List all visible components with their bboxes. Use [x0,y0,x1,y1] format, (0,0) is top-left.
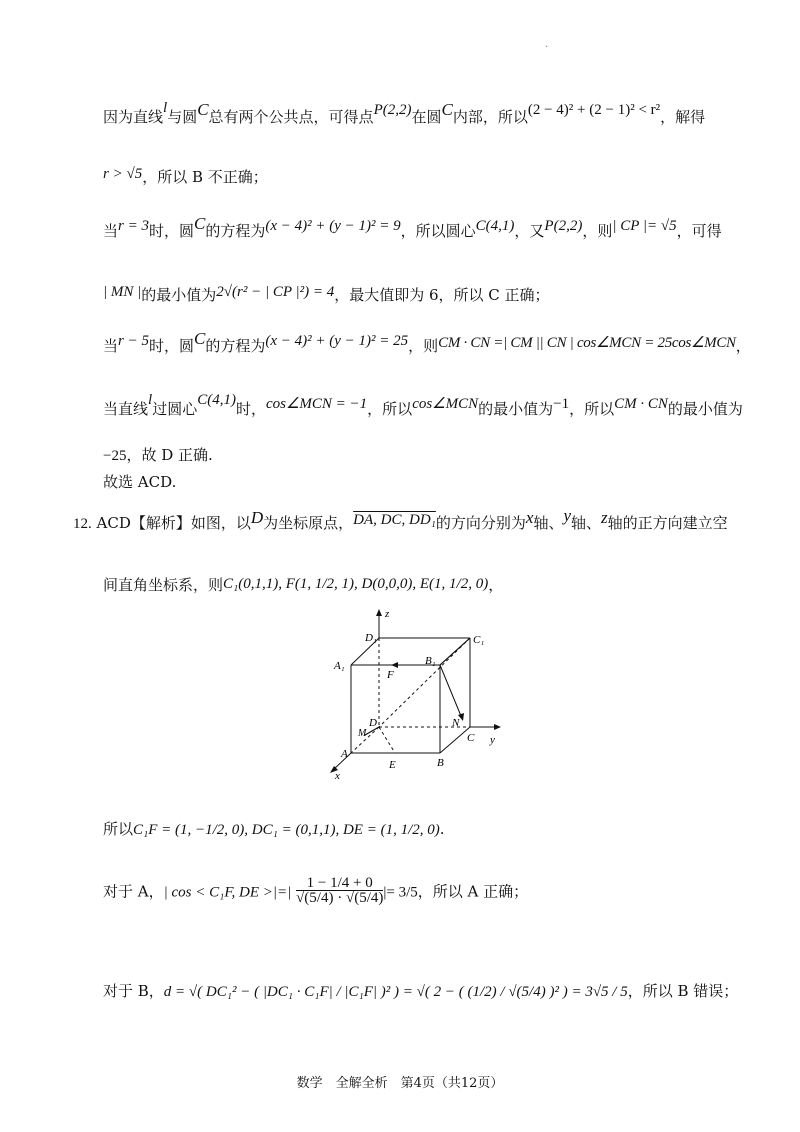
text: 时， [235,400,266,418]
math-inequality: r > √5 [103,166,143,182]
question-number: 12. [73,516,92,532]
paragraph-line-2 [103,166,800,187]
fraction [296,876,383,905]
math-eq: CM · CN =| CM || CN | cos∠MCN = 25cos∠MCN [438,335,736,351]
math-eq: (x − 4)² + (y − 1)² = 9 [265,218,401,234]
math-point: C(4,1) [197,392,236,408]
text: ，则 [408,337,439,355]
text: 总有两个公共点，可得点 [208,108,374,126]
label-x: x [335,770,340,782]
text: ，所以 [367,400,413,418]
math-vectors: C₁F = (1, −1/2, 0), DC₁ = (0,1,1), DE = (1, 1/2, 0) [133,822,440,838]
text: 的方向分别为 [435,514,526,532]
text: 时，圆 [148,222,194,240]
text: 时，圆 [148,337,194,355]
text: ACD【解析】如图，以 [96,514,251,532]
paragraph-line-9 [73,506,800,533]
text: ，又 [514,222,545,240]
text: ， [735,337,751,355]
math-eq: (x − 4)² + (y − 1)² = 25 [265,333,409,349]
math-var: C [197,100,209,119]
text: 故选 ACD. [103,473,177,491]
math-var: x [525,508,534,527]
text: ，所以 A 正确； [417,882,529,901]
math-var: l [163,100,168,116]
page-mark: · [545,42,549,53]
text: ，所以圆心 [400,222,476,240]
text: ，可得 [676,222,722,240]
text: 的方程为 [205,337,266,355]
text: 间直角坐标系，则 [103,576,224,594]
paragraph-line-3 [103,214,800,241]
math-points: C₁(0,1,1), F(1, 1/2, 1), D(0,0,0), E(1, 1/2, 0) [223,576,489,592]
edge-bc [440,727,470,753]
math-expr: CM · CN [614,396,668,412]
math-var: C [441,100,453,119]
math-eq: | CP |= √5 [612,218,677,234]
text: . [439,820,445,838]
label-n: N [452,717,460,729]
z-arrow [376,609,382,616]
text: 过圆心 [152,400,198,418]
text: ，所以 [569,400,615,418]
text: 对于 B， [103,982,164,1000]
paragraph-line-4 [103,284,800,305]
text: 的最小值为 [667,400,743,418]
denominator: √(5/4) · √(5/4) [296,890,384,906]
text: 当 [103,337,119,355]
text: 轴的正方向建立空 [607,514,728,532]
math-value: −25 [103,448,127,464]
label-e: E [389,759,396,771]
text: 为坐标原点， [263,514,354,532]
vector-b1n [440,665,461,716]
segment-b1c1 [440,638,470,665]
label-d1: D₁ [365,632,377,644]
text: 轴、 [571,514,602,532]
math-value: |= 3/5 [383,884,418,901]
math-var: z [601,508,608,527]
paragraph-line-6 [103,392,800,419]
math-point: P(2,2) [373,102,412,118]
label-b: B [437,757,444,769]
text: ，解得 [660,108,706,126]
math-eq: r = 3 [118,218,149,234]
math-var: D [250,508,264,527]
label-f: F [387,669,394,681]
text: ，最大值即为 6，所以 C 正确； [334,286,550,304]
text: ，则 [582,222,613,240]
text: 所以 [103,820,134,838]
math-expr: | cos < C₁F, DE >|=| [163,884,292,901]
math-var: C [194,329,206,348]
math-value: −1 [553,396,570,412]
math-expr: d = √( DC₁² − ( |DC₁ · C₁F| / |C₁F| )² ) = √( 2 − ( (1/2) / √(5/4) )² ) = 3√5 / 5 [163,984,628,1000]
paragraph-line-7 [103,444,800,465]
text: 内部，所以 [452,108,528,126]
segment-de [379,727,395,753]
paragraph-line-12 [103,875,800,907]
diagonal-c1d [379,638,470,727]
text: 因为直线 [103,108,164,126]
text: ， [488,576,504,594]
text: 当 [103,222,119,240]
math-vectors: DA, DC, DD₁ [353,512,436,528]
label-a1: A₁ [334,660,345,672]
math-point: C(4,1) [475,218,515,234]
text: 与圆 [167,108,198,126]
label-y: y [490,734,495,746]
label-c1: C₁ [473,634,485,646]
math-var: | MN | [103,284,142,300]
paragraph-line-13 [103,980,800,1001]
numerator: 1 − 1/4 + 0 [296,876,383,891]
text: 在圆 [411,108,442,126]
label-b1: B₁ [425,655,436,667]
math-expr: cos∠MCN [412,396,479,412]
text: 的最小值为 [141,286,217,304]
text: 的方程为 [205,222,266,240]
math-var: l [148,392,153,408]
math-eq: cos∠MCN = −1 [265,396,368,412]
text: ，所以 B 错误； [627,982,739,1000]
math-eq: 2√(r² − | CP |²) = 4 [216,284,335,300]
label-z: z [385,608,390,620]
paragraph-line-11 [103,818,800,839]
text: ，故 D 正确. [126,446,213,464]
arrow-f [391,662,398,668]
label-d: D [369,717,377,729]
paragraph-line-8 [103,471,800,492]
page-footer: 数学 全解全析 第4页（共12页） [296,1076,504,1091]
text: ，所以 B 不正确； [142,168,268,186]
text: 当直线 [103,400,149,418]
math-var: C [194,214,206,233]
math-inequality: (2 − 4)² + (2 − 1)² < r² [527,102,661,118]
y-arrow [494,724,501,730]
math-eq: r − 5 [118,333,149,349]
math-var: y [563,506,572,525]
paragraph-line-10 [103,574,800,595]
paragraph-line-5 [103,329,800,356]
label-m: M [358,728,367,739]
text: 的最小值为 [478,400,554,418]
math-point: P(2,2) [544,218,583,234]
text: 对于 A， [103,882,164,901]
label-c: C [467,732,475,744]
label-a: A [341,748,348,760]
cube-figure [325,605,515,785]
paragraph-line-1 [103,100,800,127]
text: 轴、 [533,514,564,532]
